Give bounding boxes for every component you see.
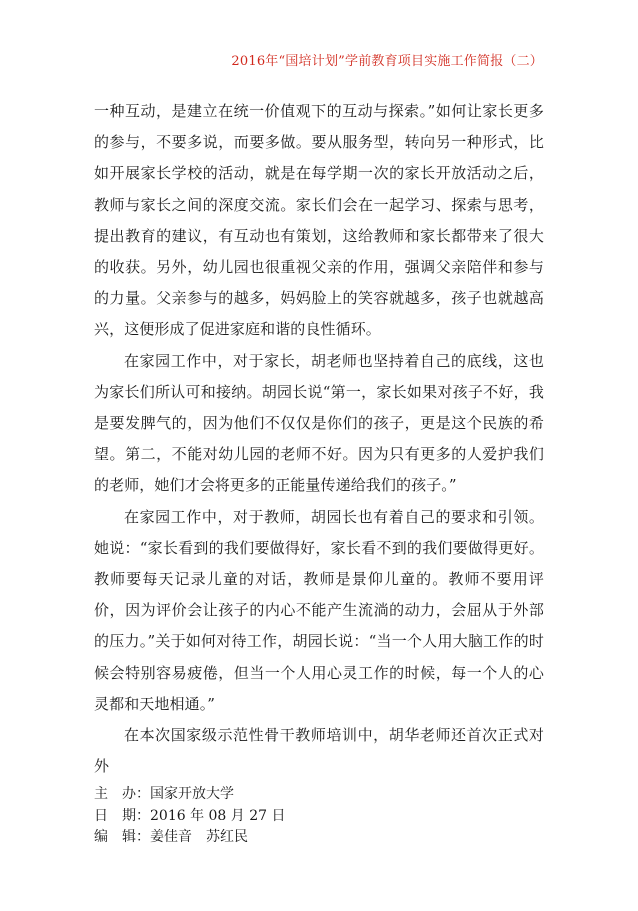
- footer-editor-row: [94, 827, 286, 849]
- footer-date-value: 2016 年 08 月 27 日: [150, 807, 286, 824]
- footer-sponsor-row: [94, 784, 286, 806]
- footer-date-row: [94, 806, 286, 828]
- footer-sponsor-value: 国家开放大学: [150, 786, 234, 802]
- footer-date-label: 日 期：: [94, 807, 150, 824]
- footer-editor-value: 姜佳音 苏红民: [150, 829, 248, 845]
- paragraph-1: 一种互动，是建立在统一价值观下的互动与探索。”如何让家长更多的参与，不要多说，而要多做。要从服务型，转向另一种形式，比如开展家长学校的活动，就是在每学期一次的家长开放活动之后，教师与家长之间的深度交流。家长们会在一起学习、探索与思考，提出教育的建议，有互动也有策划，这给教师和家长都带来了很大的收获。另外，幼儿园也很重视父亲的作用，强调父亲陪伴和参与的力量。父亲参与的越多，妈妈脸上的笑容就越多，孩子也就越高兴，这便形成了促进家庭和谐的良性循环。: [94, 102, 544, 339]
- paragraph-3: 在家园工作中，对于教师，胡园长也有着自己的要求和引领。她说：“家长看到的我们要做得好，家长看不到的我们要做得更好。教师要每天记录儿童的对话，教师是景仰儿童的。教师不要用评价，因为评价会让孩子的内心不能产生流淌的动力，会屈从于外部的压力。”关于如何对待工作，胡园长说：“当一个人用大脑工作的时候会特别容易疲倦，但当一个人用心灵工作的时候，每一个人的心灵都和天地相通。”: [94, 507, 544, 713]
- footer-sponsor-label: 主 办：: [94, 786, 150, 802]
- footer-info: [94, 784, 286, 849]
- paragraph-4: 在本次国家级示范性骨干教师培训中，胡华老师还首次正式对外: [94, 726, 544, 776]
- page-header-title: 2016年“国培计划”学前教育项目实施工作简报（二）: [231, 54, 543, 69]
- article-body: [94, 96, 544, 782]
- paragraph-2: 在家园工作中，对于家长，胡老师也坚持着自己的底线，这也为家长们所认可和接纳。胡园长说“第一，家长如果对孩子不好，我是要发脾气的，因为他们不仅仅是你们的孩子，更是这个民族的希望。第二，不能对幼儿园的老师不好。因为只有更多的人爱护我们的老师，她们才会将更多的正能量传递给我们的孩子。”: [94, 351, 544, 495]
- footer-editor-label: 编 辑：: [94, 829, 150, 845]
